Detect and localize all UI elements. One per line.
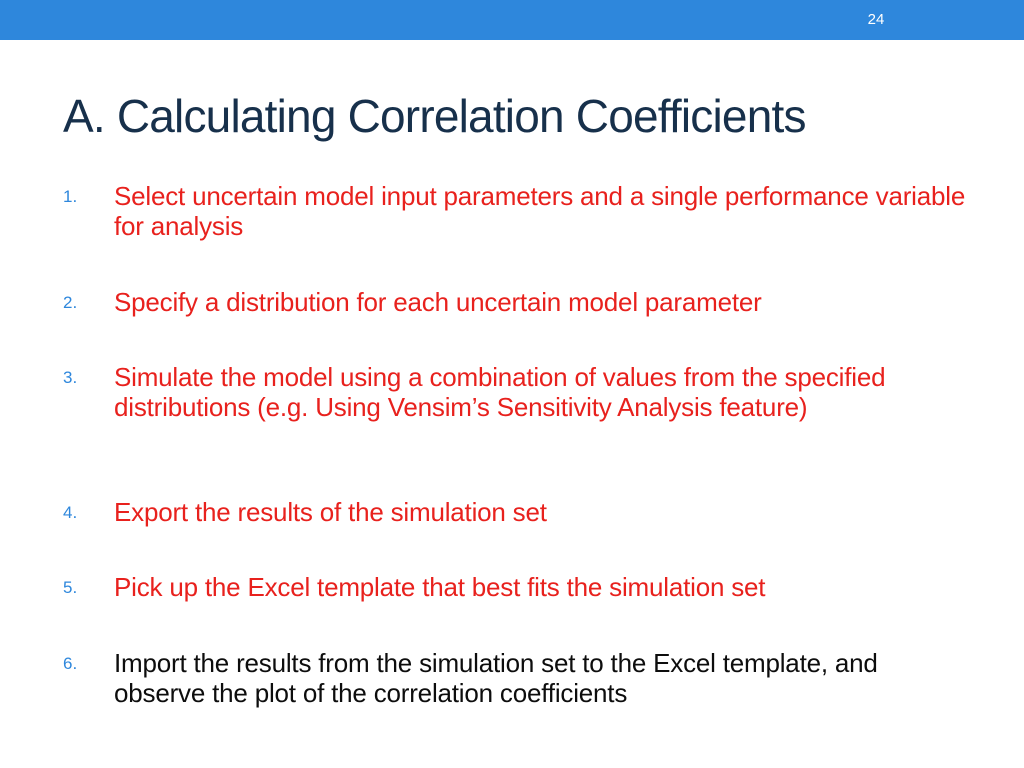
list-item-number: 4. [63, 503, 78, 522]
list-item-text: Import the results from the simulation set to the Excel template, and observe the plot of the correlation coefficients [114, 648, 878, 708]
list-item-number: 3. [63, 368, 78, 387]
list-item-text: Pick up the Excel template that best fits the simulation set [114, 572, 766, 602]
list-item-number: 5. [63, 578, 78, 597]
slide-title: A. Calculating Correlation Coefficients [63, 90, 806, 142]
list-item-text: Simulate the model using a combination of values from the specified distributions (e.g. Using Vensim’s Sensitivity Analysis feature) [114, 362, 886, 422]
list-item-number: 6. [63, 654, 78, 673]
list-item-number: 1. [63, 187, 78, 206]
list-item-text: Select uncertain model input parameters and a single performance variable for analysis [114, 181, 966, 241]
list-item-number: 2. [63, 293, 78, 312]
list-item-text: Export the results of the simulation set [114, 497, 547, 527]
list-item-text: Specify a distribution for each uncertain model parameter [114, 287, 762, 317]
slide-number: 24 [867, 11, 885, 28]
